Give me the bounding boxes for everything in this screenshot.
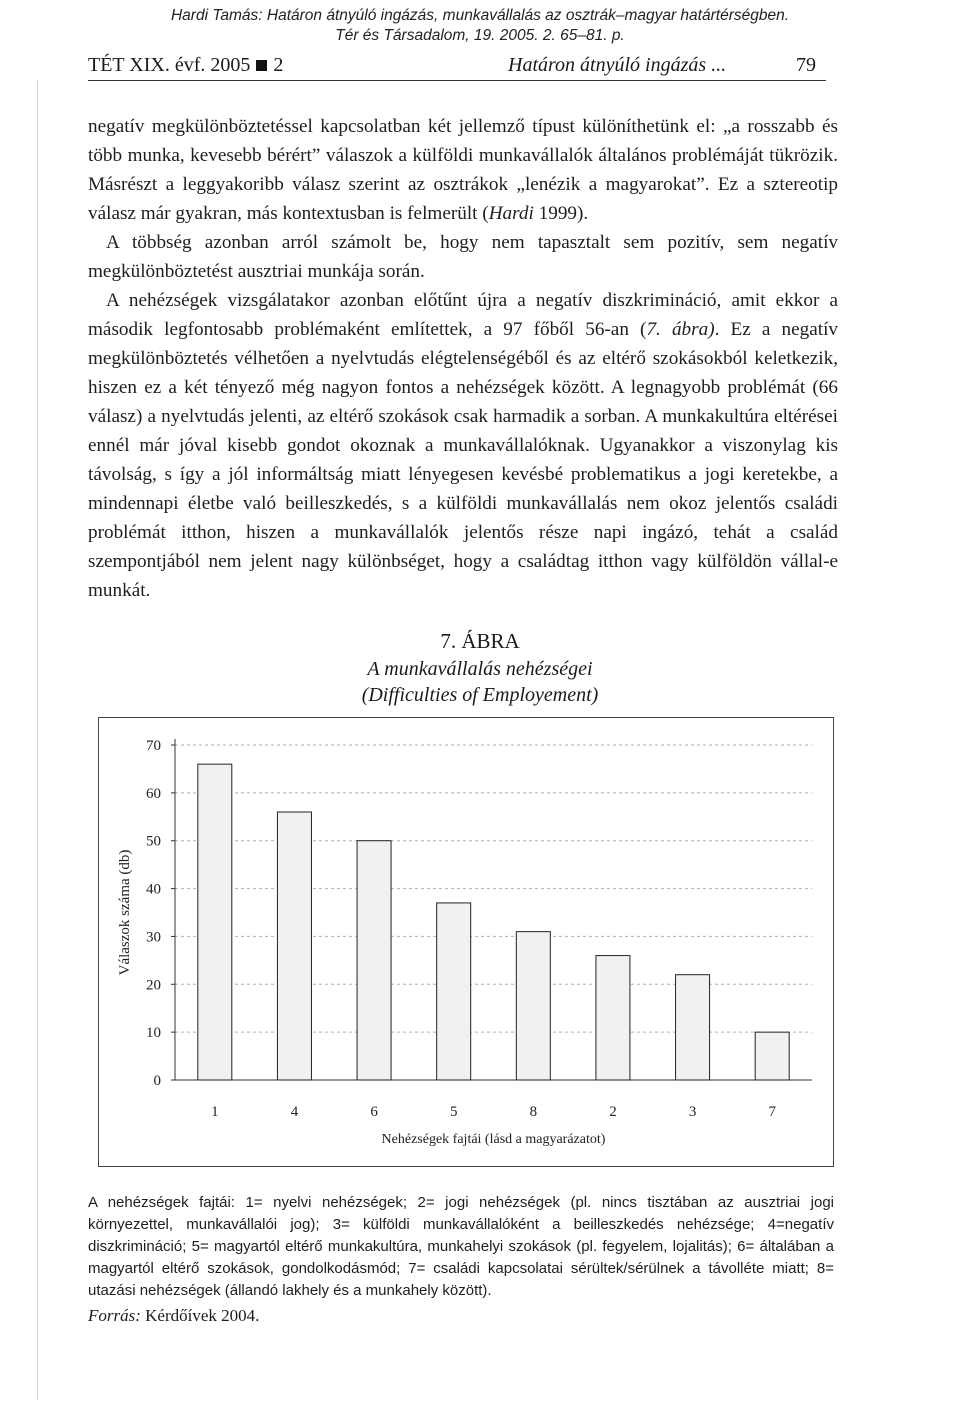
- paragraph-3-end: . Ez a negatív megkülönböztetés vélhetően a nyelvtudás elégtelenségéből és az eltérő szokásokból keletkezik, hiszen ez a két tényező még nagyon fontos a nehézségek között. A legnagyobb problémát (66 válasz) a nyelvtudás jelenti, az eltérő szokások csak harmadik a sorban. A munkakultúra eltérései ennél már jóval kisebb gondot okoznak a munkavállalóknak. Ugyanakkor a viszonylag kis távolság, s így a jól informáltság miatt lényegesen kevésbé problematikus a jogi keretekbe, a mindennapi életbe való beilleszkedés, s a külföldi munkavállalás nem okoz jelentős családi problémát itthon, hiszen a munkavállalók jelentős része napi ingázó, tehát a család szempontjából nem jelent nagy különbséget, hogy a családtag itthon vagy külföldön vállal-e munkát.: [88, 319, 838, 601]
- y-axis-label: Válaszok száma (db): [117, 849, 133, 976]
- source-text: Kérdőívek 2004.: [145, 1306, 260, 1325]
- x-tick-label: 1: [211, 1104, 219, 1120]
- figure-reference: 7. ábra): [646, 319, 715, 340]
- x-tick-label: 7: [768, 1104, 776, 1120]
- square-bullet-icon: [256, 60, 267, 71]
- y-tick-label: 60: [146, 785, 161, 802]
- bar: [596, 956, 630, 1080]
- paragraph-3-text: A nehézségek vizsgálatakor azonban előtűnt újra a negatív diszkrimináció, amit ekkor a második legfontosabb problémaként említettek, a 97 főből 56-an (: [88, 290, 838, 340]
- paragraph-1: [88, 112, 838, 228]
- x-tick-label: 2: [609, 1104, 617, 1120]
- bar: [437, 903, 471, 1080]
- x-tick-label: 8: [529, 1104, 538, 1120]
- citation-line-1: Hardi Tamás: Határon átnyúló ingázás, munkavállalás az osztrák–magyar határtérségben.: [170, 7, 790, 24]
- y-tick-label: 70: [146, 738, 161, 754]
- bar: [357, 841, 391, 1080]
- x-tick-label: 5: [449, 1104, 458, 1120]
- paragraph-1-text: negatív megkülönböztetéssel kapcsolatban két jellemző típust különíthetünk el: „a rosszabb és több munka, kevesebb bérért” válaszok a külföldi munkavállalók általános problémáját tükrözik. Másrészt a leggyakoribb válasz szerint az osztrákok „lenézik a magyarokat”. Ez a sztereotip válasz már gyakran, más kontextusban is felmerült (: [88, 116, 838, 224]
- bar: [676, 975, 710, 1080]
- figure-caption: A nehézségek fajtái: 1= nyelvi nehézségek; 2= jogi nehézségek (pl. nincs tisztában az ausztriai jogi környezettel, munkavállalói jog); 3= külföldi munkavállalóként a beilleszkedés nehézsége; 4=negatív diszkrimináció; 5= magyartól eltérő munkakultúra, munkahelyi szokások (pl. fegyelem, lojalitás); 6= általában a magyartól eltérő szokások, gondolkodásmód; 7= családi kapcsolatai sérültek/sérülnek a távolléte miatt; 8= utazási nehézségek (állandó lakhely és a munkahely között).: [88, 1194, 834, 1299]
- citation-author: Hardi: [488, 203, 534, 224]
- bar: [516, 932, 550, 1080]
- x-tick-label: 3: [688, 1104, 697, 1120]
- issue-number: 2: [273, 54, 284, 76]
- figure-title: A munkavállalás nehézségei: [367, 658, 593, 680]
- figure-subtitle: (Difficulties of Employement): [361, 684, 599, 706]
- source-label: Forrás:: [88, 1306, 141, 1325]
- running-head: [88, 52, 826, 81]
- y-tick-label: 50: [146, 833, 161, 850]
- paragraph-1-end: 1999).: [533, 203, 589, 224]
- x-tick-label: 6: [370, 1104, 378, 1120]
- paragraph-3: [88, 286, 838, 605]
- y-tick-label: 10: [146, 1025, 161, 1042]
- figure-number: 7. ÁBRA: [440, 629, 520, 653]
- bar: [277, 812, 311, 1080]
- journal-name: TÉT XIX. évf. 2005: [88, 54, 251, 76]
- y-tick-label: 30: [146, 929, 161, 946]
- margin-rule: [37, 80, 38, 1400]
- journal-issue: [88, 52, 283, 78]
- bar: [198, 764, 232, 1080]
- paragraph-2: A többség azonban arról számolt be, hogy nem tapasztalt sem pozitív, sem negatív megkülönböztetést ausztriai munkája során.: [88, 232, 838, 282]
- y-tick-label: 0: [153, 1073, 161, 1089]
- y-tick-label: 40: [146, 881, 161, 898]
- source-line: [88, 1304, 259, 1328]
- body-text: [88, 112, 838, 605]
- chart-frame: [98, 717, 834, 1167]
- x-axis-label: Nehézségek fajtái (lásd a magyarázatot): [381, 1132, 606, 1147]
- x-tick-label: 4: [290, 1104, 299, 1120]
- y-tick-label: 20: [146, 977, 161, 994]
- article-short-title: Határon átnyúló ingázás ...: [508, 54, 727, 76]
- citation-header: [0, 6, 960, 46]
- bar: [755, 1032, 789, 1080]
- page-number: 79: [796, 54, 816, 76]
- bar-chart: [99, 718, 833, 1166]
- citation-line-2: Tér és Társadalom, 19. 2005. 2. 65–81. p.: [335, 27, 625, 44]
